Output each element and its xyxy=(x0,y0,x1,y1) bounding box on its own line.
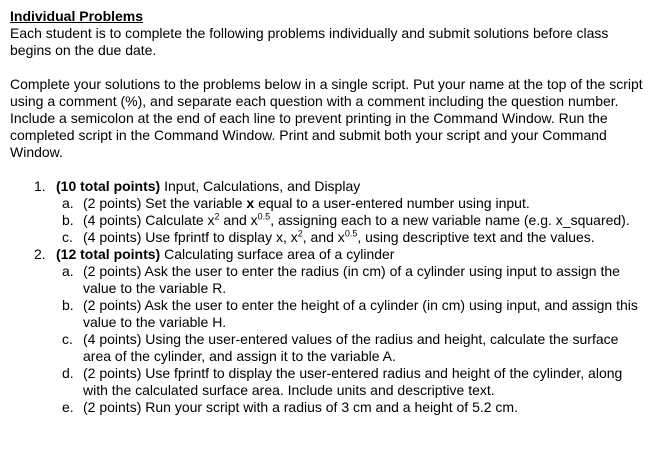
subpart-item xyxy=(10,297,646,331)
subpart-text: (2 points) Run your script with a radius of 3 cm and a height of 5.2 cm. xyxy=(83,399,518,415)
subpart-text: (2 points) Ask the user to enter the height of a cylinder (in cm) using input, and assign this value to the variable H. xyxy=(83,297,638,330)
section-heading: Individual Problems xyxy=(10,8,144,24)
subpart-item xyxy=(10,399,646,416)
text-segment: and x xyxy=(219,212,258,228)
subpart-letter: e. xyxy=(62,399,74,415)
instructions-paragraph: Complete your solutions to the problems below in a single script. Put your name at the top of the script using a comment (%), and separate each question with a comment including the question number. Include a semicolon at the end of each line to prevent printing in the Command Window. Run the completed script in the Command Window. Print and submit both your script and your Command Window. xyxy=(10,76,643,160)
subpart-letter: a. xyxy=(62,263,74,279)
problem-points: (12 total points) xyxy=(56,246,161,262)
subpart-text: (4 points) Using the user-entered values of the radius and height, calculate the surface area of the cylinder, and assign it to the variable A. xyxy=(83,331,619,364)
superscript: 2 xyxy=(297,228,303,239)
subpart-list xyxy=(56,263,646,416)
subpart-item xyxy=(10,263,646,297)
text-segment: , assigning each to a new variable name (e.g. x_squared). xyxy=(270,212,630,228)
subpart-letter: b. xyxy=(62,297,74,313)
text-segment: (4 points) Use fprintf to display x, x xyxy=(83,229,298,245)
intro-paragraph: Each student is to complete the following problems individually and submit solutions before class begins on the due date. xyxy=(10,25,609,58)
problem-number: 1. xyxy=(34,178,46,194)
problem-title: Input, Calculations, and Display xyxy=(164,178,361,194)
problem-item xyxy=(10,178,646,246)
subpart-letter: c. xyxy=(62,229,73,245)
subpart-text xyxy=(83,229,595,245)
subpart-letter: d. xyxy=(62,365,74,381)
subpart-list xyxy=(56,195,646,246)
bold-variable: x xyxy=(246,195,255,211)
problem-number: 2. xyxy=(34,246,46,262)
problem-list xyxy=(10,178,646,416)
superscript: 0.5 xyxy=(344,228,358,239)
subpart-text: (2 points) Ask the user to enter the radius (in cm) of a cylinder using input to assign the value to the variable R. xyxy=(83,263,620,296)
text-segment: , and x xyxy=(302,229,345,245)
subpart-text xyxy=(83,195,530,211)
subpart-letter: c. xyxy=(62,331,73,347)
text-segment: , using descriptive text and the values. xyxy=(357,229,595,245)
text-segment: equal to a user-entered number using input. xyxy=(254,195,530,211)
subpart-text xyxy=(83,212,630,228)
problem-points: (10 total points) xyxy=(56,178,161,194)
superscript: 0.5 xyxy=(257,211,271,222)
subpart-item xyxy=(10,229,646,246)
subpart-text: (2 points) Use fprintf to display the user-entered radius and height of the cylinder, along with the calculated surface area. Include units and descriptive text. xyxy=(83,365,623,398)
text-segment: (2 points) Set the variable xyxy=(83,195,247,211)
text-segment: (4 points) Calculate x xyxy=(83,212,215,228)
subpart-item xyxy=(10,331,646,365)
subpart-letter: b. xyxy=(62,212,74,228)
subpart-item xyxy=(10,212,646,229)
subpart-item xyxy=(10,195,646,212)
problem-item xyxy=(10,246,646,416)
superscript: 2 xyxy=(214,211,220,222)
problem-title-line xyxy=(56,246,646,263)
subpart-letter: a. xyxy=(62,195,74,211)
subpart-item xyxy=(10,365,646,399)
problem-title: Calculating surface area of a cylinder xyxy=(164,246,395,262)
problem-title-line xyxy=(56,178,646,195)
